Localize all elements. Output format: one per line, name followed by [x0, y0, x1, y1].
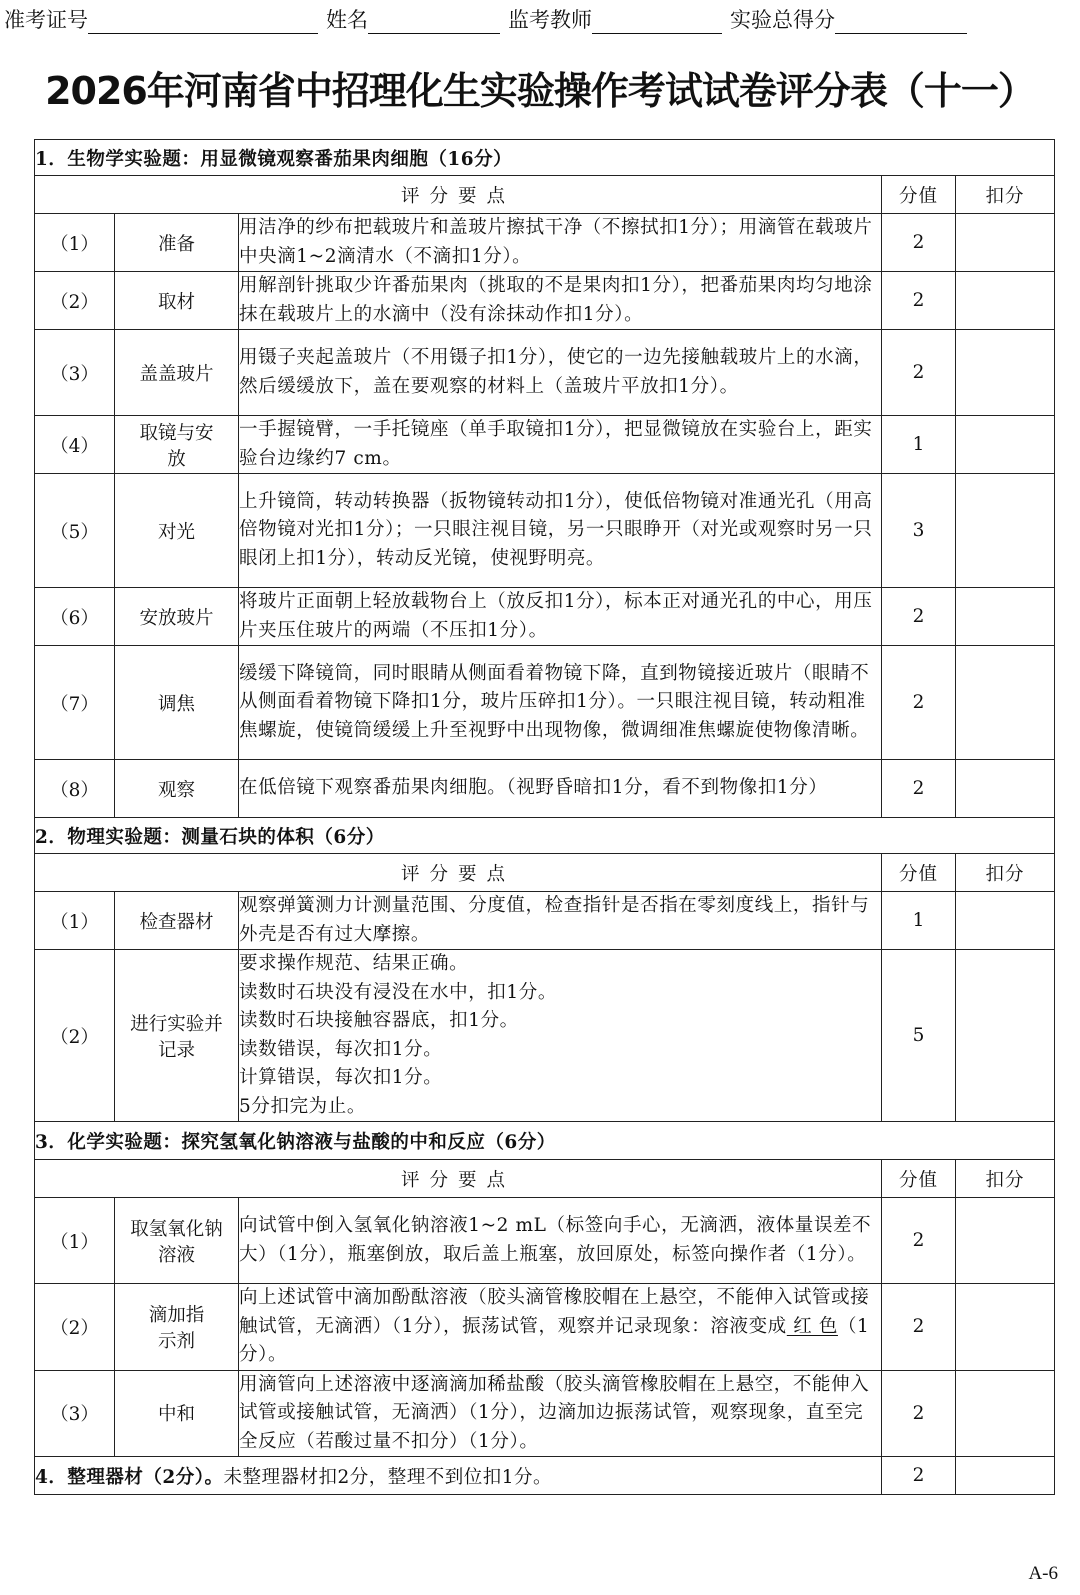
criteria-text: 观察弹簧测力计测量范围、分度值，检查指针是否指在零刻度线上，指针与外壳是否有过大摩擦。 [239, 892, 882, 950]
criteria-text: 将玻片正面朝上轻放载物台上（放反扣1分），标本正对通光孔的中心，用压片夹压住玻片的两端（不压扣1分）。 [239, 588, 882, 646]
section4-desc: 未整理器材扣2分，整理不到位扣1分。 [223, 1466, 553, 1488]
criteria-line: 要求操作规范、结果正确。 [239, 953, 469, 974]
deduct-cell[interactable] [956, 214, 1055, 272]
score-value: 5 [882, 950, 956, 1122]
table-row [35, 474, 1055, 588]
section1-value-header: 分值 [882, 176, 956, 214]
criteria-text: 用解剖针挑取少许番茄果肉（挑取的不是果肉扣1分），把番茄果肉均匀地涂抹在载玻片上的水滴中（没有涂抹动作扣1分）。 [239, 272, 882, 330]
criteria-text: 向试管中倒入氢氧化钠溶液1~2 mL（标签向手心，无滴洒，液体量误差不大）（1分），瓶塞倒放，取后盖上瓶塞，放回原处，标签向操作者（1分）。 [239, 1198, 882, 1284]
step-name: 中和 [115, 1370, 239, 1457]
section2-points-header: 评分要点 [35, 854, 882, 892]
table-row [35, 214, 1055, 272]
step-name: 观察 [115, 760, 239, 818]
criteria-text: 一手握镜臂，一手托镜座（单手取镜扣1分），把显微镜放在实验台上，距实验台边缘约7 cm。 [239, 416, 882, 474]
deduct-cell[interactable] [956, 646, 1055, 760]
table-row [35, 760, 1055, 818]
score-value: 2 [882, 760, 956, 818]
score-value: 2 [882, 588, 956, 646]
deduct-cell[interactable] [956, 950, 1055, 1122]
section3-value-header: 分值 [882, 1160, 956, 1198]
section1-points-header: 评分要点 [35, 176, 882, 214]
row-number: （2） [35, 1284, 115, 1371]
row-number: （2） [35, 950, 115, 1122]
row-number: （1） [35, 1198, 115, 1284]
row-number: （6） [35, 588, 115, 646]
criteria-text: 缓缓下降镜筒，同时眼睛从侧面看着物镜下降，直到物镜接近玻片（眼睛不从侧面看着物镜下降扣1分，玻片压碎扣1分）。一只眼注视目镜，转动粗准焦螺旋，使镜筒缓缓上升至视野中出现物像，微调细准焦螺旋使物像清晰。 [239, 646, 882, 760]
criteria-text: 用滴管向上述溶液中逐滴滴加稀盐酸（胶头滴管橡胶帽在上悬空，不能伸入试管或接触试管，无滴洒）（1分），边滴加边振荡试管，观察现象，直至完全反应（若酸过量不扣分）（1分）。 [239, 1370, 882, 1457]
table-row [35, 1370, 1055, 1457]
section3-points-header: 评分要点 [35, 1160, 882, 1198]
row-number: （8） [35, 760, 115, 818]
answer-blank: 红 色 [786, 1315, 838, 1337]
deduct-cell[interactable] [956, 1198, 1055, 1284]
deduct-cell[interactable] [956, 760, 1055, 818]
name-label: 姓名 [326, 8, 368, 32]
score-value: 1 [882, 892, 956, 950]
criteria-text: 用镊子夹起盖玻片（不用镊子扣1分），使它的一边先接触载玻片上的水滴，然后缓缓放下，盖在要观察的材料上（盖玻片平放扣1分）。 [239, 330, 882, 416]
page-title: 2026年河南省中招理化生实验操作考试试卷评分表（十一） [45, 69, 1035, 113]
row-number: （5） [35, 474, 115, 588]
table-row [35, 646, 1055, 760]
section1-deduct-header: 扣分 [956, 176, 1055, 214]
criteria-text-part: （1分）。 [239, 1315, 870, 1365]
criteria-line: 5分扣完为止。 [239, 1095, 366, 1117]
table-row [35, 330, 1055, 416]
proctor-label: 监考教师 [508, 8, 592, 32]
step-name: 滴加指示剂 [115, 1284, 239, 1371]
deduct-cell[interactable] [956, 330, 1055, 416]
proctor-field[interactable] [592, 9, 722, 34]
score-value: 2 [882, 272, 956, 330]
row-number: （1） [35, 892, 115, 950]
table-row [35, 950, 1055, 1122]
criteria-line: 读数时石块没有浸没在水中，扣1分。 [239, 981, 557, 1003]
score-value: 2 [882, 1370, 956, 1457]
row-number: （3） [35, 1370, 115, 1457]
step-name: 检查器材 [115, 892, 239, 950]
row-number: （3） [35, 330, 115, 416]
exam-id-label: 准考证号 [4, 8, 88, 32]
step-name: 准备 [115, 214, 239, 272]
step-name: 取材 [115, 272, 239, 330]
criteria-line: 计算错误，每次扣1分。 [239, 1067, 443, 1088]
step-name: 取镜与安放 [115, 416, 239, 474]
row-number: （2） [35, 272, 115, 330]
page-number: A-6 [1028, 1563, 1058, 1584]
deduct-cell[interactable] [956, 272, 1055, 330]
step-name: 对光 [115, 474, 239, 588]
table-row [35, 416, 1055, 474]
score-value: 2 [882, 214, 956, 272]
table-row [35, 272, 1055, 330]
total-score-label: 实验总得分 [730, 8, 835, 32]
criteria-line: 读数时石块接触容器底，扣1分。 [239, 1010, 519, 1031]
step-name: 取氢氧化钠溶液 [115, 1198, 239, 1284]
score-value: 2 [882, 1457, 956, 1495]
deduct-cell[interactable] [956, 416, 1055, 474]
criteria-text: 用洁净的纱布把载玻片和盖玻片擦拭干净（不擦拭扣1分）；用滴管在载玻片中央滴1~2滴清水（不滴扣1分）。 [239, 214, 882, 272]
score-value: 3 [882, 474, 956, 588]
table-row [35, 588, 1055, 646]
criteria-text: 上升镜筒，转动转换器（扳物镜转动扣1分），使低倍物镜对准通光孔（用高倍物镜对光扣1分）；一只眼注视目镜，另一只眼睁开（对光或观察时另一只眼闭上扣1分），转动反光镜，使视野明亮。 [239, 474, 882, 588]
row-number: （7） [35, 646, 115, 760]
step-name: 进行实验并记录 [115, 950, 239, 1122]
scoring-table [34, 139, 1055, 1495]
section4-title [35, 1457, 882, 1495]
score-value: 2 [882, 1198, 956, 1284]
deduct-cell[interactable] [956, 1370, 1055, 1457]
criteria-text: 在低倍镜下观察番茄果肉细胞。（视野昏暗扣1分，看不到物像扣1分） [239, 760, 882, 818]
criteria-line: 读数错误，每次扣1分。 [239, 1038, 443, 1060]
exam-id-field[interactable] [88, 9, 318, 34]
score-value: 2 [882, 646, 956, 760]
score-value: 2 [882, 330, 956, 416]
section4-heading: 4．整理器材（2分）。 [35, 1466, 224, 1488]
score-value: 2 [882, 1284, 956, 1371]
row-number: （1） [35, 214, 115, 272]
criteria-text [239, 950, 882, 1122]
section2-deduct-header: 扣分 [956, 854, 1055, 892]
deduct-cell[interactable] [956, 1284, 1055, 1371]
deduct-cell[interactable] [956, 1457, 1055, 1495]
deduct-cell[interactable] [956, 892, 1055, 950]
table-row [35, 1198, 1055, 1284]
section3-title: 3．化学实验题：探究氢氧化钠溶液与盐酸的中和反应（6分） [35, 1122, 1055, 1160]
row-number: （4） [35, 416, 115, 474]
criteria-text [239, 1284, 882, 1371]
step-name: 调焦 [115, 646, 239, 760]
table-row [35, 892, 1055, 950]
table-row [35, 1284, 1055, 1371]
table-row [35, 1457, 1055, 1495]
criteria-text-part: 向上述试管中滴加酚酞溶液（胶头滴管橡胶帽在上悬空，不能伸入试管或接触试管，无滴洒）（1分），振荡试管，观察并记录现象：溶液变成 [239, 1287, 870, 1337]
deduct-cell[interactable] [956, 474, 1055, 588]
name-field[interactable] [368, 9, 500, 34]
deduct-cell[interactable] [956, 588, 1055, 646]
step-name: 盖盖玻片 [115, 330, 239, 416]
section1-title: 1．生物学实验题：用显微镜观察番茄果肉细胞（16分） [35, 140, 1055, 176]
candidate-info-header [4, 2, 1076, 34]
total-score-field[interactable] [835, 9, 967, 34]
step-name: 安放玻片 [115, 588, 239, 646]
section2-title: 2．物理实验题：测量石块的体积（6分） [35, 818, 1055, 854]
score-value: 1 [882, 416, 956, 474]
section3-deduct-header: 扣分 [956, 1160, 1055, 1198]
section2-value-header: 分值 [882, 854, 956, 892]
